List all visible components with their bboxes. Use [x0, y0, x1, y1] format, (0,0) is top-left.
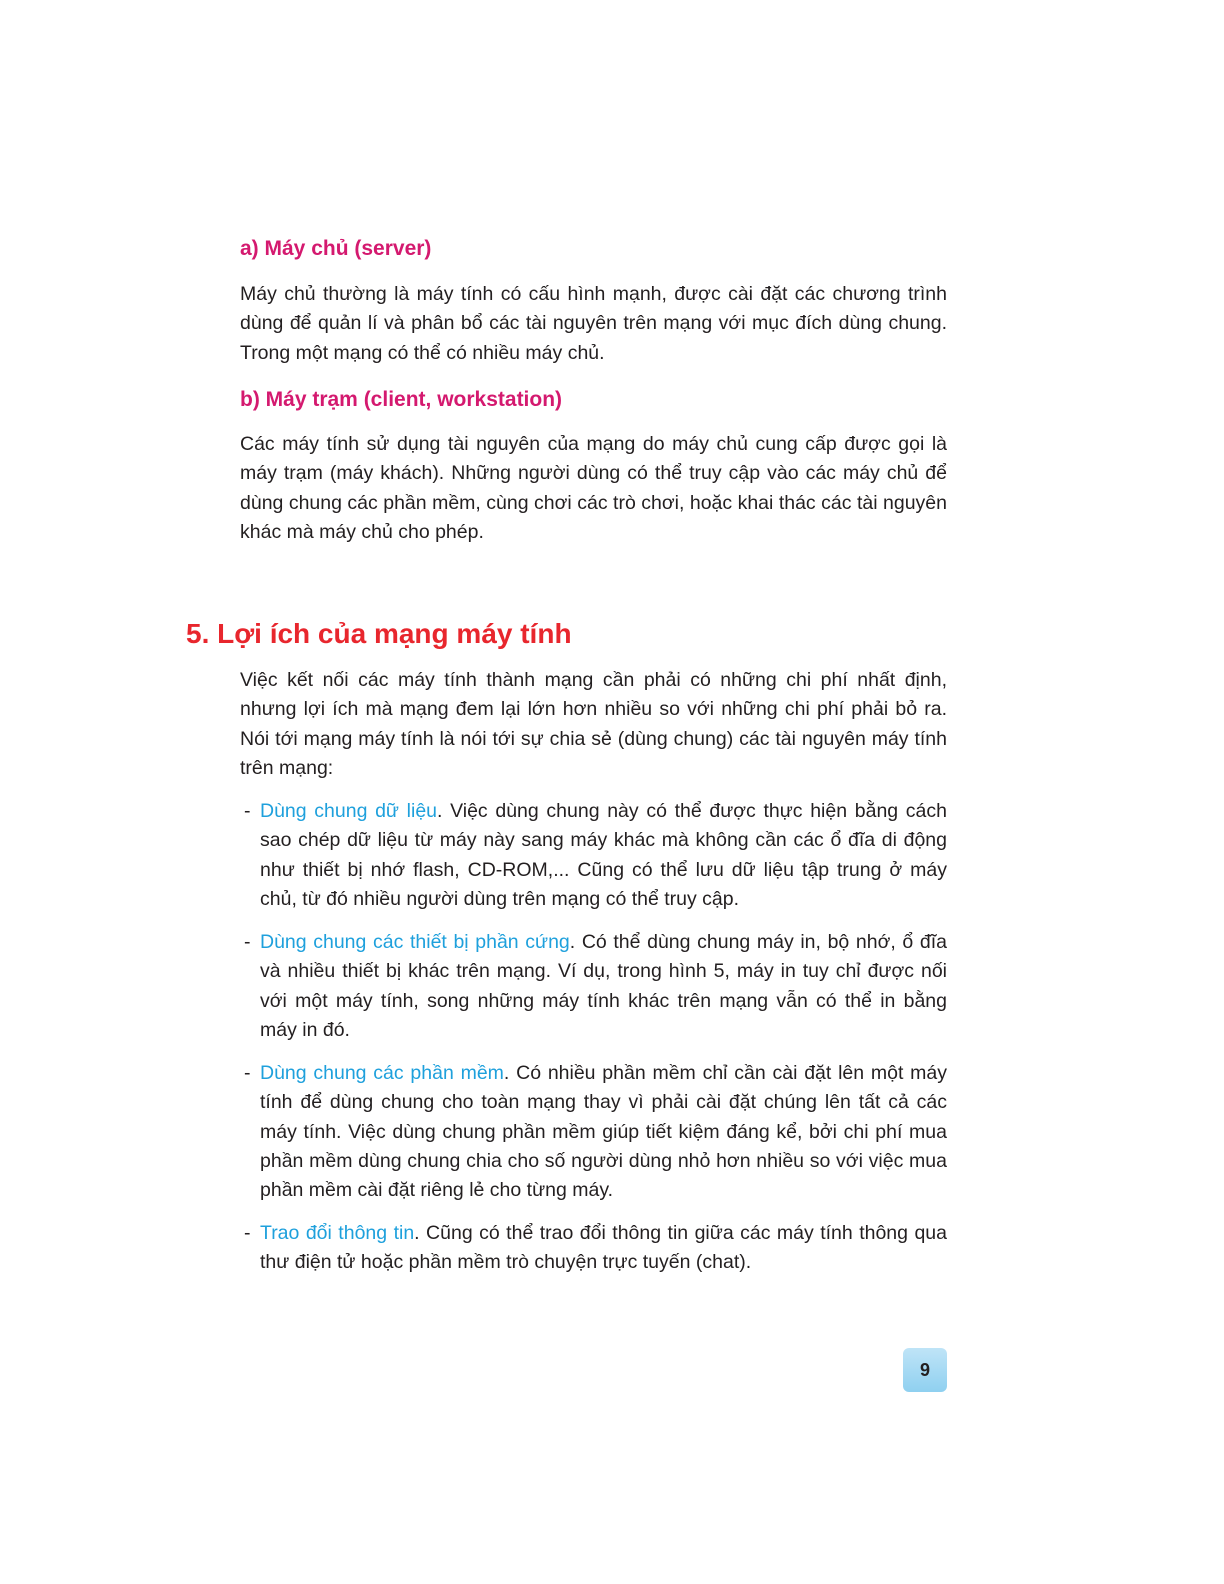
- bullet-term: Dùng chung các phần mềm: [260, 1062, 504, 1084]
- bullet-text: . Có nhiều phần mềm chỉ cần cài đặt lên một máy tính để dùng chung cho toàn mạng thay vì phải cài đặt chúng lên tất cả các máy tính. Việc dùng chung phần mềm giúp tiết kiệm đáng kể, bởi chi phí mua phần mềm dùng chung chia cho số người dùng nhỏ hơn nhiều so với việc mua phần mềm cài đặt riêng lẻ cho từng máy.: [260, 1062, 947, 1202]
- bullet-term: Trao đổi thông tin: [260, 1222, 415, 1244]
- page-number: 9: [919, 1359, 930, 1380]
- bullet-term: Dùng chung các thiết bị phần cứng: [260, 931, 570, 953]
- bullet-text: . Cũng có thể trao đổi thông tin giữa các máy tính thông qua thư điện tử hoặc phần mềm trò chuyện trực tuyến (chat).: [260, 1222, 947, 1274]
- bullet-text: . Việc dùng chung này có thể được thực hiện bằng cách sao chép dữ liệu từ máy này sang máy khác mà không cần các ổ đĩa di động như thiết bị nhớ flash, CD-ROM,... Cũng có thể lưu dữ liệu tập trung ở máy chủ, từ đó nhiều người dùng trên mạng có thể truy cập.: [260, 800, 947, 910]
- bullet-item-information-exchange: [244, 1219, 947, 1278]
- bullet-item-shared-hardware: [244, 928, 947, 1045]
- bullet-dash: -: [244, 931, 251, 953]
- bullet-dash: -: [244, 1222, 251, 1244]
- page-number-badge: [903, 1348, 947, 1392]
- subsection-a-paragraph: Máy chủ thường là máy tính có cấu hình mạnh, được cài đặt các chương trình dùng để quản lí và phân bổ các tài nguyên trên mạng với mục đích dùng chung. Trong một mạng có thể có nhiều máy chủ.: [240, 283, 947, 364]
- bullet-item-shared-data: [244, 797, 947, 914]
- bullet-dash: -: [244, 800, 251, 822]
- subsection-b-heading: b) Máy trạm (client, workstation): [240, 388, 563, 411]
- section-5-title: 5. Lợi ích của mạng máy tính: [186, 618, 572, 649]
- bullet-dash: -: [244, 1062, 251, 1084]
- subsection-a-heading: a) Máy chủ (server): [240, 237, 432, 260]
- bullet-text: . Có thể dùng chung máy in, bộ nhớ, ổ đĩa và nhiều thiết bị khác trên mạng. Ví dụ, trong hình 5, máy in tuy chỉ được nối với một máy tính, song những máy tính khác trên mạng vẫn có thể in bằng máy in đó.: [260, 931, 947, 1041]
- bullet-term: Dùng chung dữ liệu: [260, 800, 438, 822]
- bullet-item-shared-software: [244, 1059, 947, 1205]
- subsection-b-paragraph: Các máy tính sử dụng tài nguyên của mạng do máy chủ cung cấp được gọi là máy trạm (máy khách). Những người dùng có thể truy cập vào các máy chủ để dùng chung các phần mềm, cùng chơi các trò chơi, hoặc khai thác các tài nguyên khác mà máy chủ cho phép.: [240, 433, 947, 543]
- section-5-intro: Việc kết nối các máy tính thành mạng cần phải có những chi phí nhất định, nhưng lợi ích mà mạng đem lại lớn hơn nhiều so với những chi phí phải bỏ ra. Nói tới mạng máy tính là nói tới sự chia sẻ (dùng chung) các tài nguyên máy tính trên mạng:: [240, 669, 947, 779]
